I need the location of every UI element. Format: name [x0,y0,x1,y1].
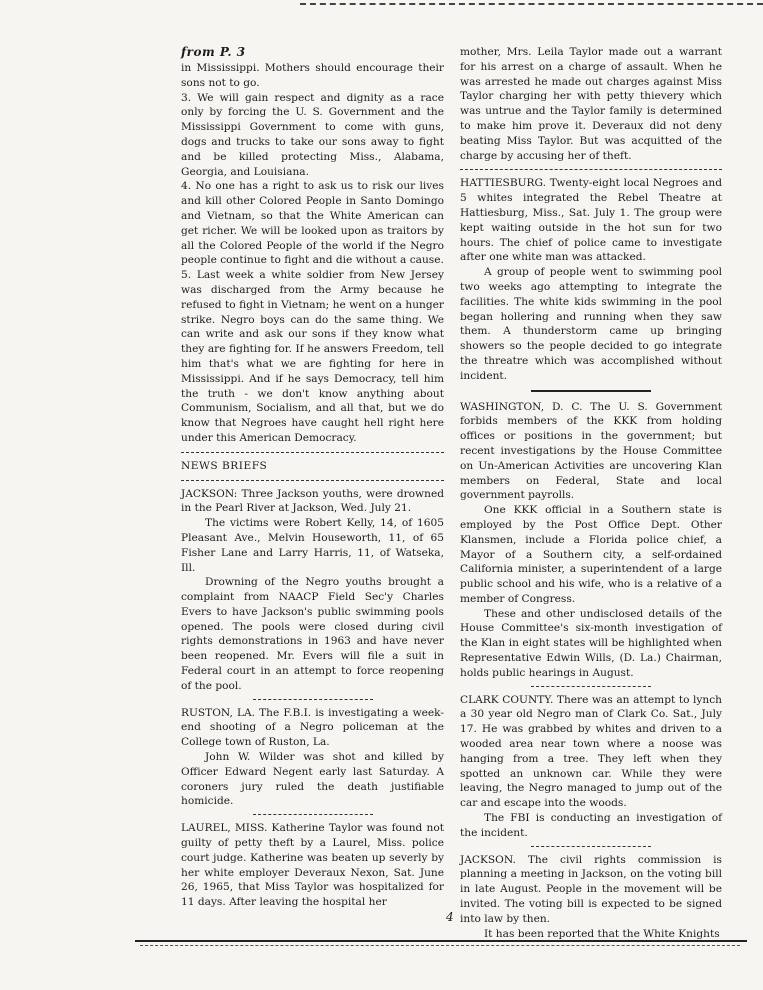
news-item-hattiesburg-body: A group of people went to swimming pool two weeks ago attempting to integrate the facilities. The white kids swimming in the pool began hollering and running when they saw them. A thunderstorm came up bringing showers so the people decided to go integrate the threatre which was accomplished without incident. [460,266,722,382]
news-item-washington-body: One KKK official in a Southern state is employed by the Post Office Dept. Other Klansmen, include a Florida police chief, a Mayor of a Southern city, a self-ordained California minister, a superintendent of a large public school and his wife, who is a relative of a member of Congress. [460,504,722,605]
left-column [181,45,444,910]
news-item-ruston-body: John W. Wilder was shot and killed by Officer Edward Negent early last Saturday. A coroners jury ruled the death justifiable homicide. [181,751,444,808]
news-item-jackson-victims: The victims were Robert Kelly, 14, of 1605 Pleasant Ave., Melvin Houseworth, 11, of 65 Fisher Lane and Larry Harris, 11, of Watseka, Ill. [181,517,444,574]
item-divider [253,814,373,815]
numbered-point-3: 3. We will gain respect and dignity as a race only by forcing the U. S. Government and the Mississippi Government to come with guns, dogs and trucks to take our sons away to fight and be killed protecting Miss., Alabama, Georgia, and Louisiana. [181,91,444,178]
bottom-border-rule [135,940,747,942]
news-item-washington-lead: WASHINGTON, D. C. The U. S. Government forbids members of the KKK from holding offices or positions in the government; but recent investigations by the House Committee on Un-American Activities are uncovering Klan members on Federal, State and local government payrolls. [460,400,722,502]
item-divider [460,169,722,170]
section-divider [181,480,444,481]
section-divider [181,452,444,453]
paragraph: in Mississippi. Mothers should encourage their sons not to go. [181,62,444,89]
news-item-clark-county-body: The FBI is conducting an investigation of the incident. [460,812,722,839]
news-item-washington-hearings: These and other undisclosed details of the House Committee's six-month investigation of the Klan in eight states will be highlighted when Representative Edwin Wills, (D. La.) Chairman, holds public hearings in August. [460,607,722,679]
news-item-ruston-lead: RUSTON, LA. The F.B.I. is investigating a week-end shooting of a Negro policeman at the College town of Ruston, La. [181,706,444,749]
news-item-laurel-lead: LAUREL, MISS. Katherine Taylor was found not guilty of petty theft by a Laurel, Miss. police court judge. Katherine was beaten up severly by her white employer Deveraux Nexon, Sat. June 26, 1965, that Miss Taylor was hospitalized for 11 days. After leaving the hospital her [181,822,444,909]
news-item-clark-county-lead: CLARK COUNTY. There was an attempt to lynch a 30 year old Negro man of Clark Co. Sat., July 17. He was grabbed by whites and driven to a wooded area near town where a noose was hanging from a tree. They left when they spotted an unknown car. While they were leaving, the Negro managed to jump out of the car and escape into the woods. [460,693,722,810]
item-divider [531,686,651,687]
continued-from-note: from P. 3 [181,45,246,59]
numbered-point-5: 5. Last week a white soldier from New Jersey was discharged from the Army because he refused to fight in Vietnam; he went on a hunger strike. Negro boys can do the same thing. We can write and ask our sons if they know what they are fighting for. If he answers Freedom, tell him that's what we are fighting for here in Mississippi. And if he says Democracy, tell him the truth - we don't know anything about Communism, Socialism, and all that, but we do know that Negroes have caught hell right here under this American Democracy. [181,269,444,444]
item-divider [531,390,651,392]
item-divider [531,846,651,847]
top-border-rule [300,3,763,5]
news-item-jackson-complaint: Drowning of the Negro youths brought a complaint from NAACP Field Sec'y Charles Evers to have Jackson's public swimming pools opened. The pools were closed during civil rights demonstrations in 1963 and have never been reopened. Mr. Evers will file a suit in Federal court in an attempt to force reopening of the pool. [181,576,444,692]
news-item-jackson-commission-lead: JACKSON. The civil rights commission is planning a meeting in Jackson, on the voting bill in late August. People in the movement will be invited. The voting bill is expected to be signed into law by then. [460,853,722,925]
page-number: 4 [446,910,454,924]
news-item-jackson-commission-body: It has been reported that the White Knights [484,927,720,940]
news-briefs-heading: NEWS BRIEFS [181,459,268,472]
news-item-laurel-continued: mother, Mrs. Leila Taylor made out a warrant for his arrest on a charge of assault. When he was arrested he made out charges against Miss Taylor charging her with petty thievery which was untrue and the Taylor family is determined to make him prove it. Deveraux did not deny beating Miss Taylor. But was acquitted of the charge by accusing her of theft. [460,46,722,162]
news-item-hattiesburg-lead: HATTIESBURG. Twenty-eight local Negroes and 5 whites integrated the Rebel Theatre at Hattiesburg, Miss., Sat. July 1. The group were kept waiting outside in the hot sun for two hours. The chief of police came to investigate after one white man was attacked. [460,177,722,264]
right-column [460,45,722,941]
item-divider [253,699,373,700]
news-item-jackson-lead: JACKSON: Three Jackson youths, were drowned in the Pearl River at Jackson, Wed. July 21. [181,487,444,515]
numbered-point-4: 4. No one has a right to ask us to risk our lives and kill other Colored People in Santo Domingo and Vietnam, so that the White American can get richer. We will be looked upon as traitors by all the Colored People of the world if the Negro people continue to fight and die without a cause. [181,180,444,267]
bottom-border-dashed-rule [140,945,740,946]
